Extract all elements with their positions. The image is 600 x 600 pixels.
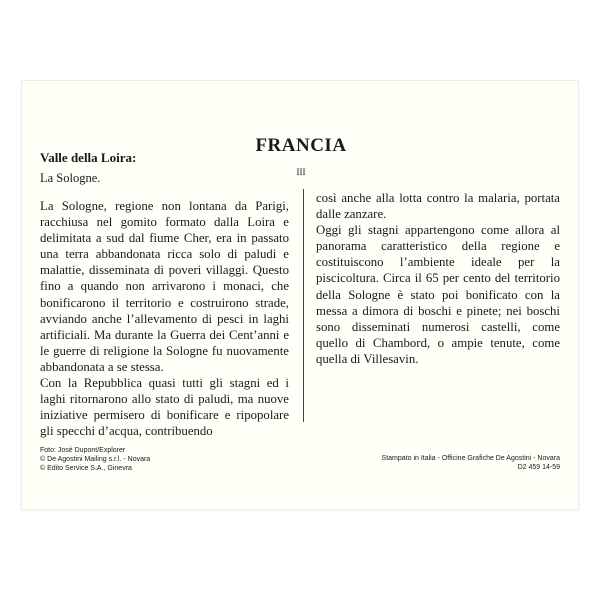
info-card xyxy=(21,80,579,510)
subsection-heading: La Sologne. xyxy=(40,171,101,185)
right-column xyxy=(316,190,560,367)
column-divider xyxy=(303,189,304,422)
section-heading: Valle della Loira: xyxy=(40,150,137,165)
paragraph: Oggi gli stagni appartengono come allora al panorama caratteristico della regione e costituiscono l’ambiente ideale per la piscicoltura. Circa il 65 per cento del territorio della Sologne è stato poi bonificato con la messa a dimora di boschi e pinete; nei boschi sono disseminati numerosi castelli, come quello di Chambord, o ampie tenute, come quella di Villesavin. xyxy=(316,223,560,366)
card-code: D2 459 14-59 xyxy=(517,464,560,471)
left-column xyxy=(40,198,289,439)
printer-line: Stampato in Italia - Officine Grafiche De Agostini - Novara xyxy=(381,455,560,462)
paragraph: Con la Repubblica quasi tutti gli stagni ed i laghi ritornarono allo stato di paludi, ma nuove iniziative permisero di bonificare e ripopolare gli specchi d’acqua, contribuendo xyxy=(40,376,289,439)
volume-number: III xyxy=(296,167,306,177)
credit-line: © Edito Service S.A., Ginevra xyxy=(40,465,132,472)
photo-credits xyxy=(40,446,150,473)
credit-line: Foto: José Dupont/Explorer xyxy=(40,447,126,454)
paragraph: così anche alla lotta contro la malaria, portata dalle zanzare. xyxy=(316,191,560,222)
paragraph: La Sologne, regione non lontana da Parigi, racchiusa nel gomito formato dalla Loira e delimitata a sud dal fiume Cher, era in passato una terra abbandonata ricca solo di paludi e malattie, disseminata di poveri villaggi. Questo fino a quando non arrivarono i monaci, che bonificarono il territorio e costruirono strade, avviando anche l’allevamento di pesci in laghi artificiali. Ma durante la Guerra dei Cent’anni e le guerre di religione la Sologne fu nuovamente abbandonata a se stessa. xyxy=(40,199,289,374)
credit-line: © De Agostini Mailing s.r.l. - Novara xyxy=(40,456,151,463)
card-title: FRANCIA xyxy=(255,135,347,156)
printer-info xyxy=(382,454,560,472)
